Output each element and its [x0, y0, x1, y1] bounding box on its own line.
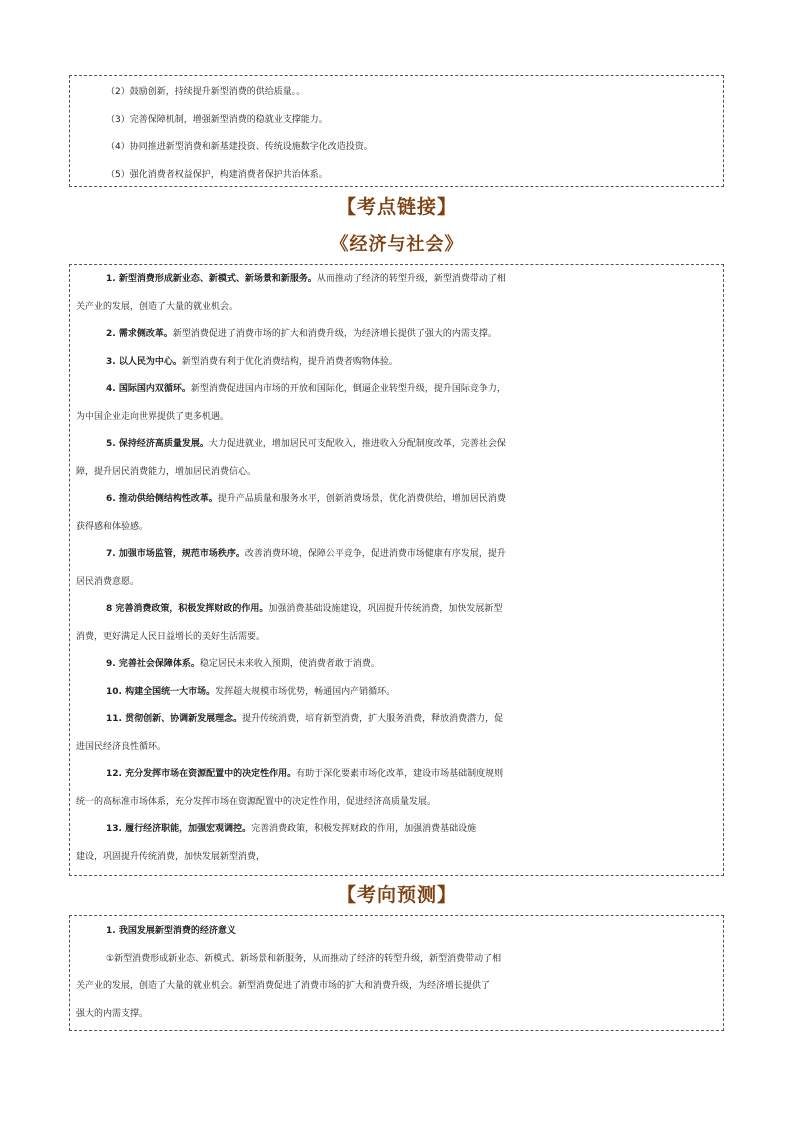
knowledge-point: 4. 国际国内双循环。新型消费促进国内市场的开放和国际化，倒逼企业转型升级，提升国际竞争力， 为中国企业走向世界提供了更多机遇。	[76, 384, 506, 422]
section-title-links: 【考点链接】	[336, 196, 457, 218]
point-keyword: 13. 履行经济职能，加强宏观调控。	[106, 824, 252, 834]
point-keyword: 4. 国际国内双循环。	[106, 384, 191, 394]
knowledge-point: 10. 构建全国统一大市场。发挥超大规模市场优势，畅通国内产销循环。	[106, 686, 396, 697]
point-keyword: 5. 保持经济高质量发展。	[106, 439, 209, 449]
prediction-heading: 1. 我国发展新型消费的经济意义	[106, 926, 236, 936]
knowledge-point: 8 完善消费政策，积极发挥财政的作用。加强消费基础设施建设，巩固提升传统消费，加快发展新型 消费，更好满足人民日益增长的美好生活需要。	[76, 604, 503, 642]
knowledge-point: 7. 加强市场监管，规范市场秩序。改善消费环境，保障公平竞争，促进消费市场健康有序发展，提升 居民消费意愿。	[76, 549, 506, 587]
point-keyword: 11. 贯彻创新、协调新发展理念。	[106, 714, 243, 724]
point-keyword: 9. 完善社会保障体系。	[106, 659, 200, 669]
point-keyword: 12. 充分发挥市场在资源配置中的决定性作用。	[106, 769, 297, 779]
measure-item: （2）鼓励创新，持续提升新型消费的供给质量。。	[106, 87, 306, 97]
knowledge-point: 11. 贯彻创新、协调新发展理念。提升传统消费，培育新型消费，扩大服务消费，释放消费潜力，促 进国民经济良性循环。	[76, 714, 504, 752]
point-keyword: 3. 以人民为中心。	[106, 356, 182, 367]
knowledge-point: 13. 履行经济职能，加强宏观调控。完善消费政策，积极发挥财政的作用，加强消费基础设施 建设，巩固提升传统消费，加快发展新型消费，	[76, 824, 477, 862]
knowledge-point: 1. 新型消费形成新业态、新模式、新场景和新服务。从而推动了经济的转型升级，新型消费带动了相 关产业的发展，创造了大量的就业机会。	[76, 274, 506, 312]
point-keyword: 6. 推动供给侧结构性改革。	[106, 494, 218, 504]
point-keyword: 7. 加强市场监管，规范市场秩序。	[106, 549, 245, 559]
section-subtitle: 《经济与社会》	[330, 234, 464, 255]
knowledge-points-box	[69, 264, 724, 876]
measure-item: （5）强化消费者权益保护，构建消费者保护共治体系。	[106, 169, 328, 180]
section-title-prediction: 【考向预测】	[336, 884, 457, 906]
knowledge-point: 6. 推动供给侧结构性改革。提升产品质量和服务水平，创新消费场景，优化消费供给，增加居民消费 获得感和体验感。	[76, 494, 506, 532]
prediction-item: 1. 我国发展新型消费的经济意义 ①新型消费形成新业态、新模式、新场景和新服务，从而推动了经济的转型升级，新型消费带动了相 关产业的发展，创造了大量的就业机会。新型消费促进了消费市场的扩大和消费升级，为经济增长提供了 强大的内需支撑。	[76, 926, 502, 1019]
measure-item: （3）完善保障机制，增强新型消费的稳就业支撑能力。	[106, 114, 328, 125]
point-keyword: 8 完善消费政策，积极发挥财政的作用。	[106, 604, 269, 614]
prediction-box	[69, 915, 724, 1031]
measures-box	[69, 75, 724, 187]
measure-item: （4）协同推进新型消费和新基建投资、传统设施数字化改造投资。	[106, 142, 373, 152]
knowledge-point: 3. 以人民为中心。新型消费有利于优化消费结构，提升消费者购物体验。	[106, 356, 398, 367]
point-keyword: 1. 新型消费形成新业态、新模式、新场景和新服务。	[106, 274, 317, 284]
point-keyword: 2. 需求侧改革。	[106, 329, 173, 339]
knowledge-point: 9. 完善社会保障体系。稳定居民未来收入预期，使消费者敢于消费。	[106, 659, 380, 669]
point-keyword: 10. 构建全国统一大市场。	[106, 686, 216, 697]
knowledge-point: 2. 需求侧改革。新型消费促进了消费市场的扩大和消费升级，为经济增长提供了强大的内需支撑。	[106, 329, 497, 339]
knowledge-point: 5. 保持经济高质量发展。大力促进就业，增加居民可支配收入，推进收入分配制度改革，完善社会保 障，提升居民消费能力，增加居民消费信心。	[76, 439, 506, 477]
knowledge-point: 12. 充分发挥市场在资源配置中的决定性作用。有助于深化要素市场化改革，建设市场基础制度规则 统一的高标准市场体系，充分发挥市场在资源配置中的决定性作用，促进经济高质量发展。	[76, 769, 504, 807]
